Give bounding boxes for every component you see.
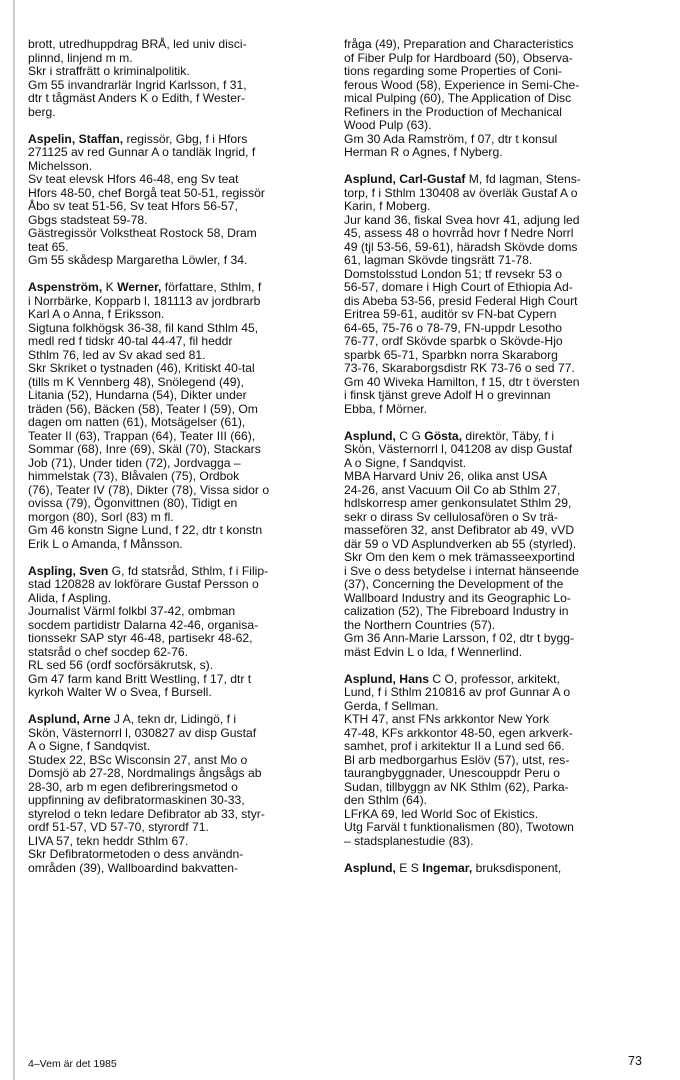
entry-text-line: MBA Harvard Univ 26, olika anst USA — [344, 469, 548, 483]
entry-text-line: Skr Defibratormetoden o dess användn- — [28, 847, 244, 861]
entry-text-line: (tills m K Vennberg 48), Snölegend (49), — [28, 374, 244, 389]
entry-text-line: tionssekr SAP styr 46-48, partisekr 48-62, — [28, 631, 253, 645]
entry-text-line: massefören 32, anst Defibrator ab 49, vVD — [344, 523, 575, 537]
entry-heading-text: regissör, Gbg, f i Hfors — [123, 131, 248, 146]
entry-text-line: calization (52), The Fibreboard Industry in — [344, 604, 569, 618]
entry-text-line: Herman R o Agnes, f Nyberg. — [344, 145, 503, 159]
entry-heading — [28, 133, 324, 147]
entry-text-line: LFrKA 69, led World Soc of Ekistics. — [344, 806, 539, 821]
entry-text-line: uppfinning av defibratormaskinen 30-33, — [28, 793, 245, 807]
entry-text-line: Bl arb medborgarhus Eslöv (57), utst, res- — [344, 752, 570, 767]
entry-text-line: LIVA 57, tekn heddr Sthlm 67. — [28, 833, 189, 848]
entry-text-line: plinnd, linjend m m. — [28, 50, 133, 65]
entry-text-line: socdem partidistr Dalarna 42-46, organisa- — [28, 617, 259, 632]
entry-text-line: Gästregissör Volkstheat Rostock 58, Dram — [28, 226, 257, 240]
entry-text-line: i finsk tjänst greve Adolf H o grevinnan — [344, 388, 551, 402]
entry-text-line: Gm 55 invandrarlär Ingrid Karlsson, f 31, — [28, 77, 247, 92]
entry-text-line: den Sthlm (64). — [344, 793, 427, 807]
entry-text-line: områden (39), Wallboardind bakvatten- — [28, 860, 239, 875]
entry-text-line: Åbo sv teat 51-56, Sv teat Hfors 56-57, — [28, 199, 238, 213]
entry-text-line: statsråd o chef socdep 62-76. — [28, 644, 188, 659]
entry-text-line: Sv teat elevsk Hfors 46-48, eng Sv teat — [28, 172, 239, 186]
page-number: 73 — [628, 1054, 642, 1068]
entry-text-line: dis Abeba 53-56, presid Federal High Court — [344, 293, 578, 308]
entry-text-line: Job (71), Under tiden (72), Jordvagga – — [28, 455, 241, 470]
entry-text-line: Gm 55 skådesp Margaretha Löwler, f 34. — [28, 253, 248, 267]
entry-name: Asplund, Carl-Gustaf — [344, 172, 466, 186]
entry-text-line: 47-48, KFs arkkontor 48-50, egen arkverk- — [344, 725, 573, 740]
entry-text-line: Jur kand 36, fiskal Svea hovr 41, adjung led — [344, 212, 580, 227]
entry-text-line: A o Signe, f Sandqvist. — [28, 739, 151, 753]
entry-text-line: hdlskorresp amer genkonsulatet Sthlm 29, — [344, 496, 572, 510]
entry-text-line: 271125 av red Gunnar A o tandläk Ingrid, f — [28, 145, 256, 159]
entry-text-line: Karin, f Moberg. — [344, 199, 431, 213]
entry-text-line: 45, assess 48 o hovrråd hovr f Nedre Norrl — [344, 226, 574, 240]
entry-text-line: Skön, Västernorrl l, 041208 av disp Gustaf — [344, 442, 573, 456]
entry-text-line: 56-57, domare i High Court of Ethiopia Ad- — [344, 280, 573, 294]
entry-heading — [344, 430, 642, 444]
entry-text-line: Michelsson. — [28, 158, 93, 173]
entry-text-line: Sudan, tillbyggn av NK Sthlm (62), Parka- — [344, 779, 569, 794]
entry-text-line: ovissa (79), Ögonvittnen (80), Tidigt en — [28, 496, 238, 510]
entry-text-line: Eritrea 59-61, auditör sv FN-bat Cypern — [344, 307, 557, 321]
entry-name: Aspling, Sven — [28, 563, 109, 578]
entry-heading-text: J A, tekn dr, Lidingö, f i — [110, 712, 237, 726]
entry-text-line: där 59 o VD Asplundverken ab 55 (styrled). — [344, 536, 577, 551]
entry-text-line: teat 65. — [28, 239, 69, 254]
entry-heading-text: E S — [395, 860, 423, 875]
entry-name: Asplund, Arne — [28, 712, 111, 726]
entry-text-line: brott, utredhuppdrag BRÅ, led univ disci- — [28, 37, 247, 51]
entry-name: Aspelin, Staffan, — [28, 131, 124, 146]
entry-text-line: i Norrbärke, Kopparb l, 181113 av jordbrarb — [28, 293, 261, 308]
entry-text-line: Teater II (63), Trappan (64), Teater III (66), — [28, 428, 256, 443]
entry-text-line: Sommar (68), Inre (69), Skäl (70), Stackars — [28, 442, 261, 456]
entry-text-line: Wood Pulp (63). — [344, 118, 432, 132]
entry-name: Asplund, Hans — [344, 671, 429, 686]
entry-text-line: Gbgs stadsteat 59-78. — [28, 212, 148, 227]
entry-text-line: Domsjö ab 27-28, Nordmalings ångsågs ab — [28, 766, 262, 780]
biography-entry — [344, 673, 642, 849]
entry-heading-text: C O, professor, arkitekt, — [429, 671, 560, 686]
entry-text-line: Gm 30 Ada Ramström, f 07, dtr t konsul — [344, 131, 558, 146]
entry-text-line: Gerda, f Sellman. — [344, 698, 439, 713]
entry-text-line: Gm 46 konstn Signe Lund, f 22, dtr t konstn — [28, 523, 263, 537]
entry-text-line: 61, lagman Skövde tingsrätt 71-78. — [344, 253, 533, 267]
entry-text-line: styrelod o tekn ledare Defibrator ab 33, styr- — [28, 806, 265, 821]
entry-text-line: 24-26, anst Vacuum Oil Co ab Sthlm 27, — [344, 482, 561, 497]
entry-text-line: 28-30, arb m egen defibreringsmetod o — [28, 779, 238, 794]
entry-heading-text: bruksdisponent, — [472, 860, 562, 875]
footer-source: 4–Vem är det 1985 — [28, 1058, 117, 1070]
entry-text-line: Alida, f Aspling. — [28, 590, 112, 605]
entry-text-line: Skön, Västernorrl l, 030827 av disp Gustaf — [28, 725, 257, 740]
entry-text-line: Domstolsstud London 51; tf revsekr 53 o — [344, 266, 562, 281]
biography-entry — [344, 862, 642, 876]
entry-text-line: himmelstak (73), Blåvalen (75), Ordbok — [28, 469, 240, 483]
entry-text-line: mical Pulping (60), The Application of Disc — [344, 91, 572, 105]
biography-entry — [344, 430, 642, 660]
entry-heading-text: C G — [395, 428, 425, 443]
entry-heading-text: K — [102, 280, 118, 294]
right-column — [344, 38, 642, 889]
entry-text-line: (37), Concerning the Development of the — [344, 577, 564, 591]
entry-text-line: Gm 40 Wiveka Hamilton, f 15, dtr t översten — [344, 374, 580, 389]
entry-text-line: Gm 47 farm kand Britt Westling, f 17, dtr t — [28, 671, 252, 686]
entry-text-line: 64-65, 75-76 o 78-79, FN-uppdr Lesotho — [344, 320, 562, 335]
entry-text-line: the Northern Countries (57). — [344, 617, 496, 632]
entry-text-line: fråga (49), Preparation and Characteristics — [344, 37, 574, 51]
left-column — [28, 38, 324, 889]
entry-text-line: ordf 51-57, VD 57-70, styrordf 71. — [28, 820, 209, 834]
entry-heading-text: direktör, Täby, f i — [462, 428, 555, 443]
entry-text-line: 76-77, ordf Skövde sparbk o Skövde-Hjo — [344, 334, 563, 348]
entry-heading — [28, 565, 324, 579]
entry-text-line: of Fiber Pulp for Hardboard (50), Observa- — [344, 50, 573, 65]
entry-heading — [28, 713, 324, 727]
entry-heading — [344, 862, 642, 876]
entry-text-line: mäst Edvin L o Ida, f Wennerlind. — [344, 644, 523, 659]
entry-text-line: Gm 36 Ann-Marie Larsson, f 02, dtr t bygg- — [344, 631, 575, 645]
entry-name: Asplund, — [344, 860, 396, 875]
entry-text-line: Utg Farväl t funktionalismen (80), Twotown — [344, 820, 574, 834]
entry-text-line: taurangbyggnader, Unescouppdr Peru o — [344, 766, 560, 780]
entry-text-line: A o Signe, f Sandqvist. — [344, 455, 467, 470]
entry-text-line: dtr t tågmäst Anders K o Edith, f Wester- — [28, 91, 246, 105]
entry-text-line: tions regarding some Properties of Coni- — [344, 64, 562, 78]
entry-text-line: 49 (tjl 53-56, 59-61), häradsh Skövde doms — [344, 239, 578, 254]
entry-heading-text: M, fd lagman, Stens- — [465, 172, 581, 186]
entry-text-line: sparbk 65-71, Sparbkn norra Skaraborg — [344, 347, 558, 362]
entry-text-line: ferous Wood (58), Experience in Semi-Che- — [344, 77, 580, 92]
entry-text-line: (76), Teater IV (78), Dikter (78), Vissa sidor o — [28, 482, 270, 497]
entry-text-line: Sthlm 76, led av Sv akad sed 81. — [28, 347, 206, 362]
entry-heading — [344, 173, 642, 187]
entry-heading-text: G, fd statsråd, Sthlm, f i Filip- — [108, 563, 269, 578]
biography-entry — [344, 38, 642, 160]
entry-name: Asplund, — [344, 428, 396, 443]
entry-text-line: berg. — [28, 104, 56, 119]
entry-text-line: Studex 22, BSc Wisconsin 27, anst Mo o — [28, 752, 248, 767]
entry-text-line: Ebba, f Mörner. — [344, 401, 428, 416]
entry-text-line: morgon (80), Sorl (83) m fl. — [28, 509, 174, 524]
entry-name: Ingemar, — [422, 860, 473, 875]
entry-name: Werner, — [117, 280, 162, 294]
biography-entry — [28, 133, 324, 268]
entry-text-line: stad 120828 av lokförare Gustaf Persson o — [28, 577, 259, 591]
entry-text-line: kyrkoh Walter W o Svea, f Bursell. — [28, 685, 212, 699]
entry-text-line: Skr Om den kem o mek trämasseexportind — [344, 550, 575, 564]
entry-text-line: medl red f tidskr 40-tal 44-47, fil heddr — [28, 334, 233, 348]
entry-text-line: i Sve o dess betydelse i internat hänseende — [344, 563, 579, 578]
entry-text-line: KTH 47, anst FNs arkkontor New York — [344, 712, 550, 726]
entry-heading — [344, 673, 642, 687]
entry-text-line: samhet, prof i arkitektur II a Lund sed 66. — [344, 739, 565, 753]
entry-name: Gösta, — [424, 428, 463, 443]
entry-heading — [28, 281, 324, 295]
biography-entry — [344, 173, 642, 416]
entry-text-line: torp, f i Sthlm 130408 av överläk Gustaf A o — [344, 185, 578, 200]
entry-text-line: Erik L o Amanda, f Månsson. — [28, 536, 183, 551]
entry-text-line: träden (56), Bäcken (58), Teater I (59), Om — [28, 401, 258, 416]
entry-text-line: Refiners in the Production of Mechanical — [344, 104, 562, 119]
entry-text-line: Litania (52), Hundarna (54), Dikter under — [28, 388, 247, 402]
entry-text-line: Sigtuna folkhögsk 36-38, fil kand Sthlm 45, — [28, 320, 259, 335]
entry-text-line: Karl A o Anna, f Eriksson. — [28, 307, 165, 321]
biography-entry — [28, 38, 324, 119]
entry-text-line: Hfors 48-50, chef Borgå teat 50-51, regissör — [28, 185, 265, 200]
entry-text-line: sekr o dirass Sv cellulosafören o Sv trä- — [344, 509, 558, 524]
entry-name: Aspenström, — [28, 280, 103, 294]
entry-text-line: Skr Skriket o tystnaden (46), Kritiskt 40-tal — [28, 361, 255, 375]
entry-text-line: Skr i straffrätt o kriminalpolitik. — [28, 64, 190, 78]
biography-entry — [28, 565, 324, 700]
entry-text-line: Lund, f i Sthlm 210816 av prof Gunnar A o — [344, 685, 571, 699]
entry-text-line: dagen om natten (61), Motsägelser (61), — [28, 415, 246, 429]
entry-heading-text: författare, Sthlm, f — [161, 280, 262, 294]
biography-entry — [28, 281, 324, 551]
entry-text-line: Wallboard Industry and its Geographic Lo- — [344, 590, 571, 605]
entry-text-line: 73-76, Skaraborgsdistr RK 73-76 o sed 77. — [344, 361, 575, 375]
entry-text-line: Journalist Värml folkbl 37-42, ombman — [28, 604, 236, 618]
biography-entry — [28, 713, 324, 875]
page-binding-edge — [13, 0, 15, 1080]
entry-text-line: – stadsplanestudie (83). — [344, 833, 474, 848]
entry-text-line: RL sed 56 (ordf socförsäkrutsk, s). — [28, 658, 214, 672]
